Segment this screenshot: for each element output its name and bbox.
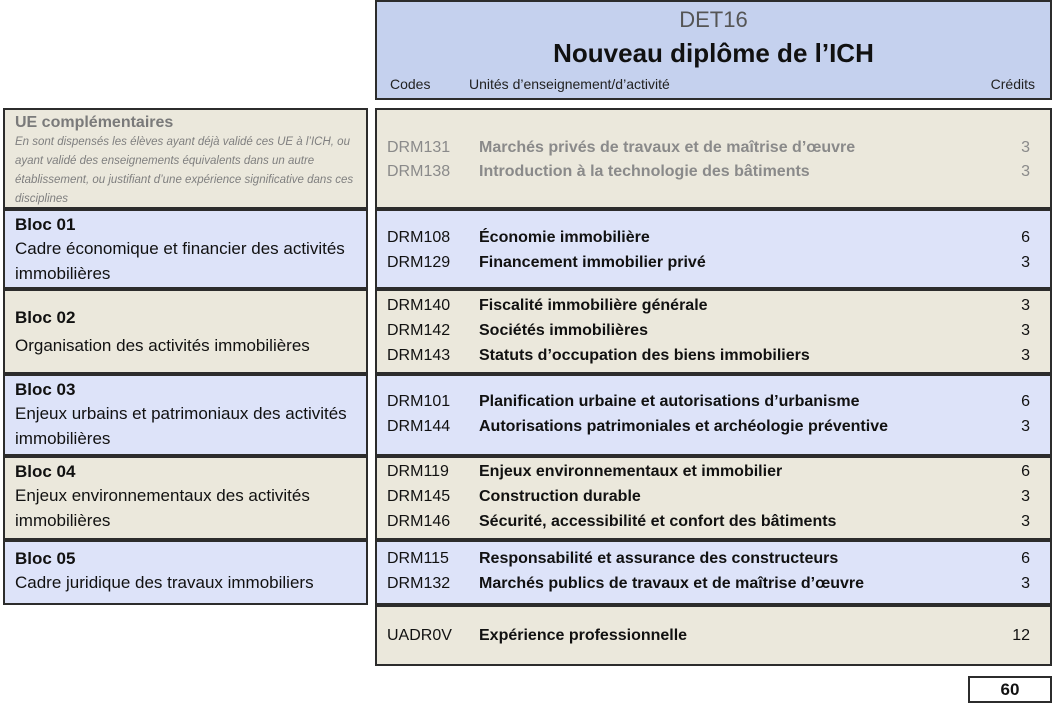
course-row bbox=[377, 254, 1050, 279]
course-code: DRM129 bbox=[387, 254, 451, 271]
course-row bbox=[377, 550, 1050, 575]
course-credits: 3 bbox=[1021, 139, 1030, 156]
bloc-03-courses bbox=[375, 374, 1052, 456]
course-credits: 6 bbox=[1021, 393, 1030, 410]
course-row bbox=[377, 463, 1050, 488]
course-row bbox=[377, 139, 1050, 164]
course-credits: 3 bbox=[1021, 163, 1030, 180]
diploma-header bbox=[375, 0, 1052, 100]
course-credits: 3 bbox=[1021, 418, 1030, 435]
bloc-04-courses bbox=[375, 456, 1052, 540]
course-credits: 6 bbox=[1021, 463, 1030, 480]
bloc-title: Bloc 03 bbox=[15, 380, 76, 399]
course-name: Expérience professionnelle bbox=[479, 627, 688, 644]
bloc-subtitle: Cadre juridique des travaux immobiliers bbox=[15, 573, 314, 592]
course-code: DRM138 bbox=[387, 163, 451, 180]
course-row bbox=[377, 163, 1050, 188]
total-credits: 60 bbox=[968, 676, 1052, 703]
course-name: Introduction à la technologie des bâtiments bbox=[479, 163, 810, 180]
course-name: Enjeux environnementaux et immobilier bbox=[479, 463, 783, 480]
ue-complementaires-courses bbox=[375, 108, 1052, 209]
course-row bbox=[377, 627, 1050, 652]
course-name: Autorisations patrimoniales et archéologie préventive bbox=[479, 418, 888, 435]
bloc-05-label bbox=[3, 540, 368, 605]
course-name: Économie immobilière bbox=[479, 229, 650, 246]
course-code: DRM132 bbox=[387, 575, 451, 592]
bloc-02-courses bbox=[375, 289, 1052, 374]
course-credits: 3 bbox=[1021, 575, 1030, 592]
course-credits: 3 bbox=[1021, 513, 1030, 530]
bloc-04-label bbox=[3, 456, 368, 540]
ue-complementaires-label bbox=[3, 108, 368, 209]
bloc-subtitle: Organisation des activités immobilières bbox=[15, 336, 310, 355]
ue-complementaires-title: UE complémentaires bbox=[15, 114, 174, 131]
course-code: DRM119 bbox=[387, 463, 449, 480]
diploma-code: DET16 bbox=[679, 7, 748, 32]
course-code: DRM144 bbox=[387, 418, 451, 435]
course-row bbox=[377, 322, 1050, 347]
course-row bbox=[377, 393, 1050, 418]
course-credits: 6 bbox=[1021, 550, 1030, 567]
course-row bbox=[377, 297, 1050, 322]
course-credits: 3 bbox=[1021, 254, 1030, 271]
course-name: Marchés publics de travaux et de maîtrise d’œuvre bbox=[479, 575, 865, 592]
course-credits: 6 bbox=[1021, 229, 1030, 246]
course-code: DRM108 bbox=[387, 229, 451, 246]
course-name: Marchés privés de travaux et de maîtrise d’œuvre bbox=[479, 139, 856, 156]
course-credits: 3 bbox=[1021, 322, 1030, 339]
course-code: DRM143 bbox=[387, 347, 451, 364]
course-code: DRM115 bbox=[387, 550, 449, 567]
course-credits: 3 bbox=[1021, 347, 1030, 364]
bloc-01-courses bbox=[375, 209, 1052, 289]
course-row bbox=[377, 347, 1050, 372]
bloc-title: Bloc 05 bbox=[15, 549, 76, 568]
ue-complementaires-note: En sont dispensés les élèves ayant déjà validé ces UE à l’ICH, ou ayant validé des enseignements équivalents dans un autre établissement, ou justifiant d’une expérience significative dans ces disciplines bbox=[15, 136, 354, 205]
course-credits: 12 bbox=[1012, 627, 1030, 644]
course-name: Fiscalité immobilière générale bbox=[479, 297, 708, 314]
bloc-subtitle: Enjeux urbains et patrimoniaux des activités immobilières bbox=[15, 404, 347, 448]
course-name: Statuts d’occupation des biens immobiliers bbox=[479, 347, 810, 364]
bloc-subtitle: Cadre économique et financier des activités immobilières bbox=[15, 239, 345, 283]
column-header-units: Unités d’enseignement/d’activité bbox=[469, 76, 670, 92]
experience-row bbox=[375, 605, 1052, 666]
course-code: DRM140 bbox=[387, 297, 451, 314]
bloc-title: Bloc 01 bbox=[15, 215, 76, 234]
bloc-title: Bloc 02 bbox=[15, 308, 76, 327]
course-credits: 3 bbox=[1021, 297, 1030, 314]
course-name: Construction durable bbox=[479, 488, 641, 505]
course-code: DRM142 bbox=[387, 322, 451, 339]
bloc-02-label bbox=[3, 289, 368, 374]
bloc-03-label bbox=[3, 374, 368, 456]
course-name: Financement immobilier privé bbox=[479, 254, 706, 271]
course-code: UADR0V bbox=[387, 627, 452, 644]
course-code: DRM145 bbox=[387, 488, 451, 505]
course-row bbox=[377, 513, 1050, 538]
course-name: Sociétés immobilières bbox=[479, 322, 648, 339]
course-code: DRM101 bbox=[387, 393, 451, 410]
column-header-credits: Crédits bbox=[990, 76, 1035, 92]
course-row bbox=[377, 229, 1050, 254]
column-header-codes: Codes bbox=[390, 76, 431, 92]
bloc-subtitle: Enjeux environnementaux des activités immobilières bbox=[15, 486, 310, 530]
course-row bbox=[377, 488, 1050, 513]
bloc-title: Bloc 04 bbox=[15, 462, 76, 481]
course-name: Planification urbaine et autorisations d’urbanisme bbox=[479, 393, 860, 410]
course-row bbox=[377, 418, 1050, 443]
bloc-05-courses bbox=[375, 540, 1052, 605]
diploma-title: Nouveau diplôme de l’ICH bbox=[553, 38, 874, 68]
course-credits: 3 bbox=[1021, 488, 1030, 505]
course-code: DRM146 bbox=[387, 513, 451, 530]
course-name: Sécurité, accessibilité et confort des bâtiments bbox=[479, 513, 837, 530]
course-code: DRM131 bbox=[387, 139, 451, 156]
bloc-01-label bbox=[3, 209, 368, 289]
course-row bbox=[377, 575, 1050, 600]
course-name: Responsabilité et assurance des constructeurs bbox=[479, 550, 839, 567]
